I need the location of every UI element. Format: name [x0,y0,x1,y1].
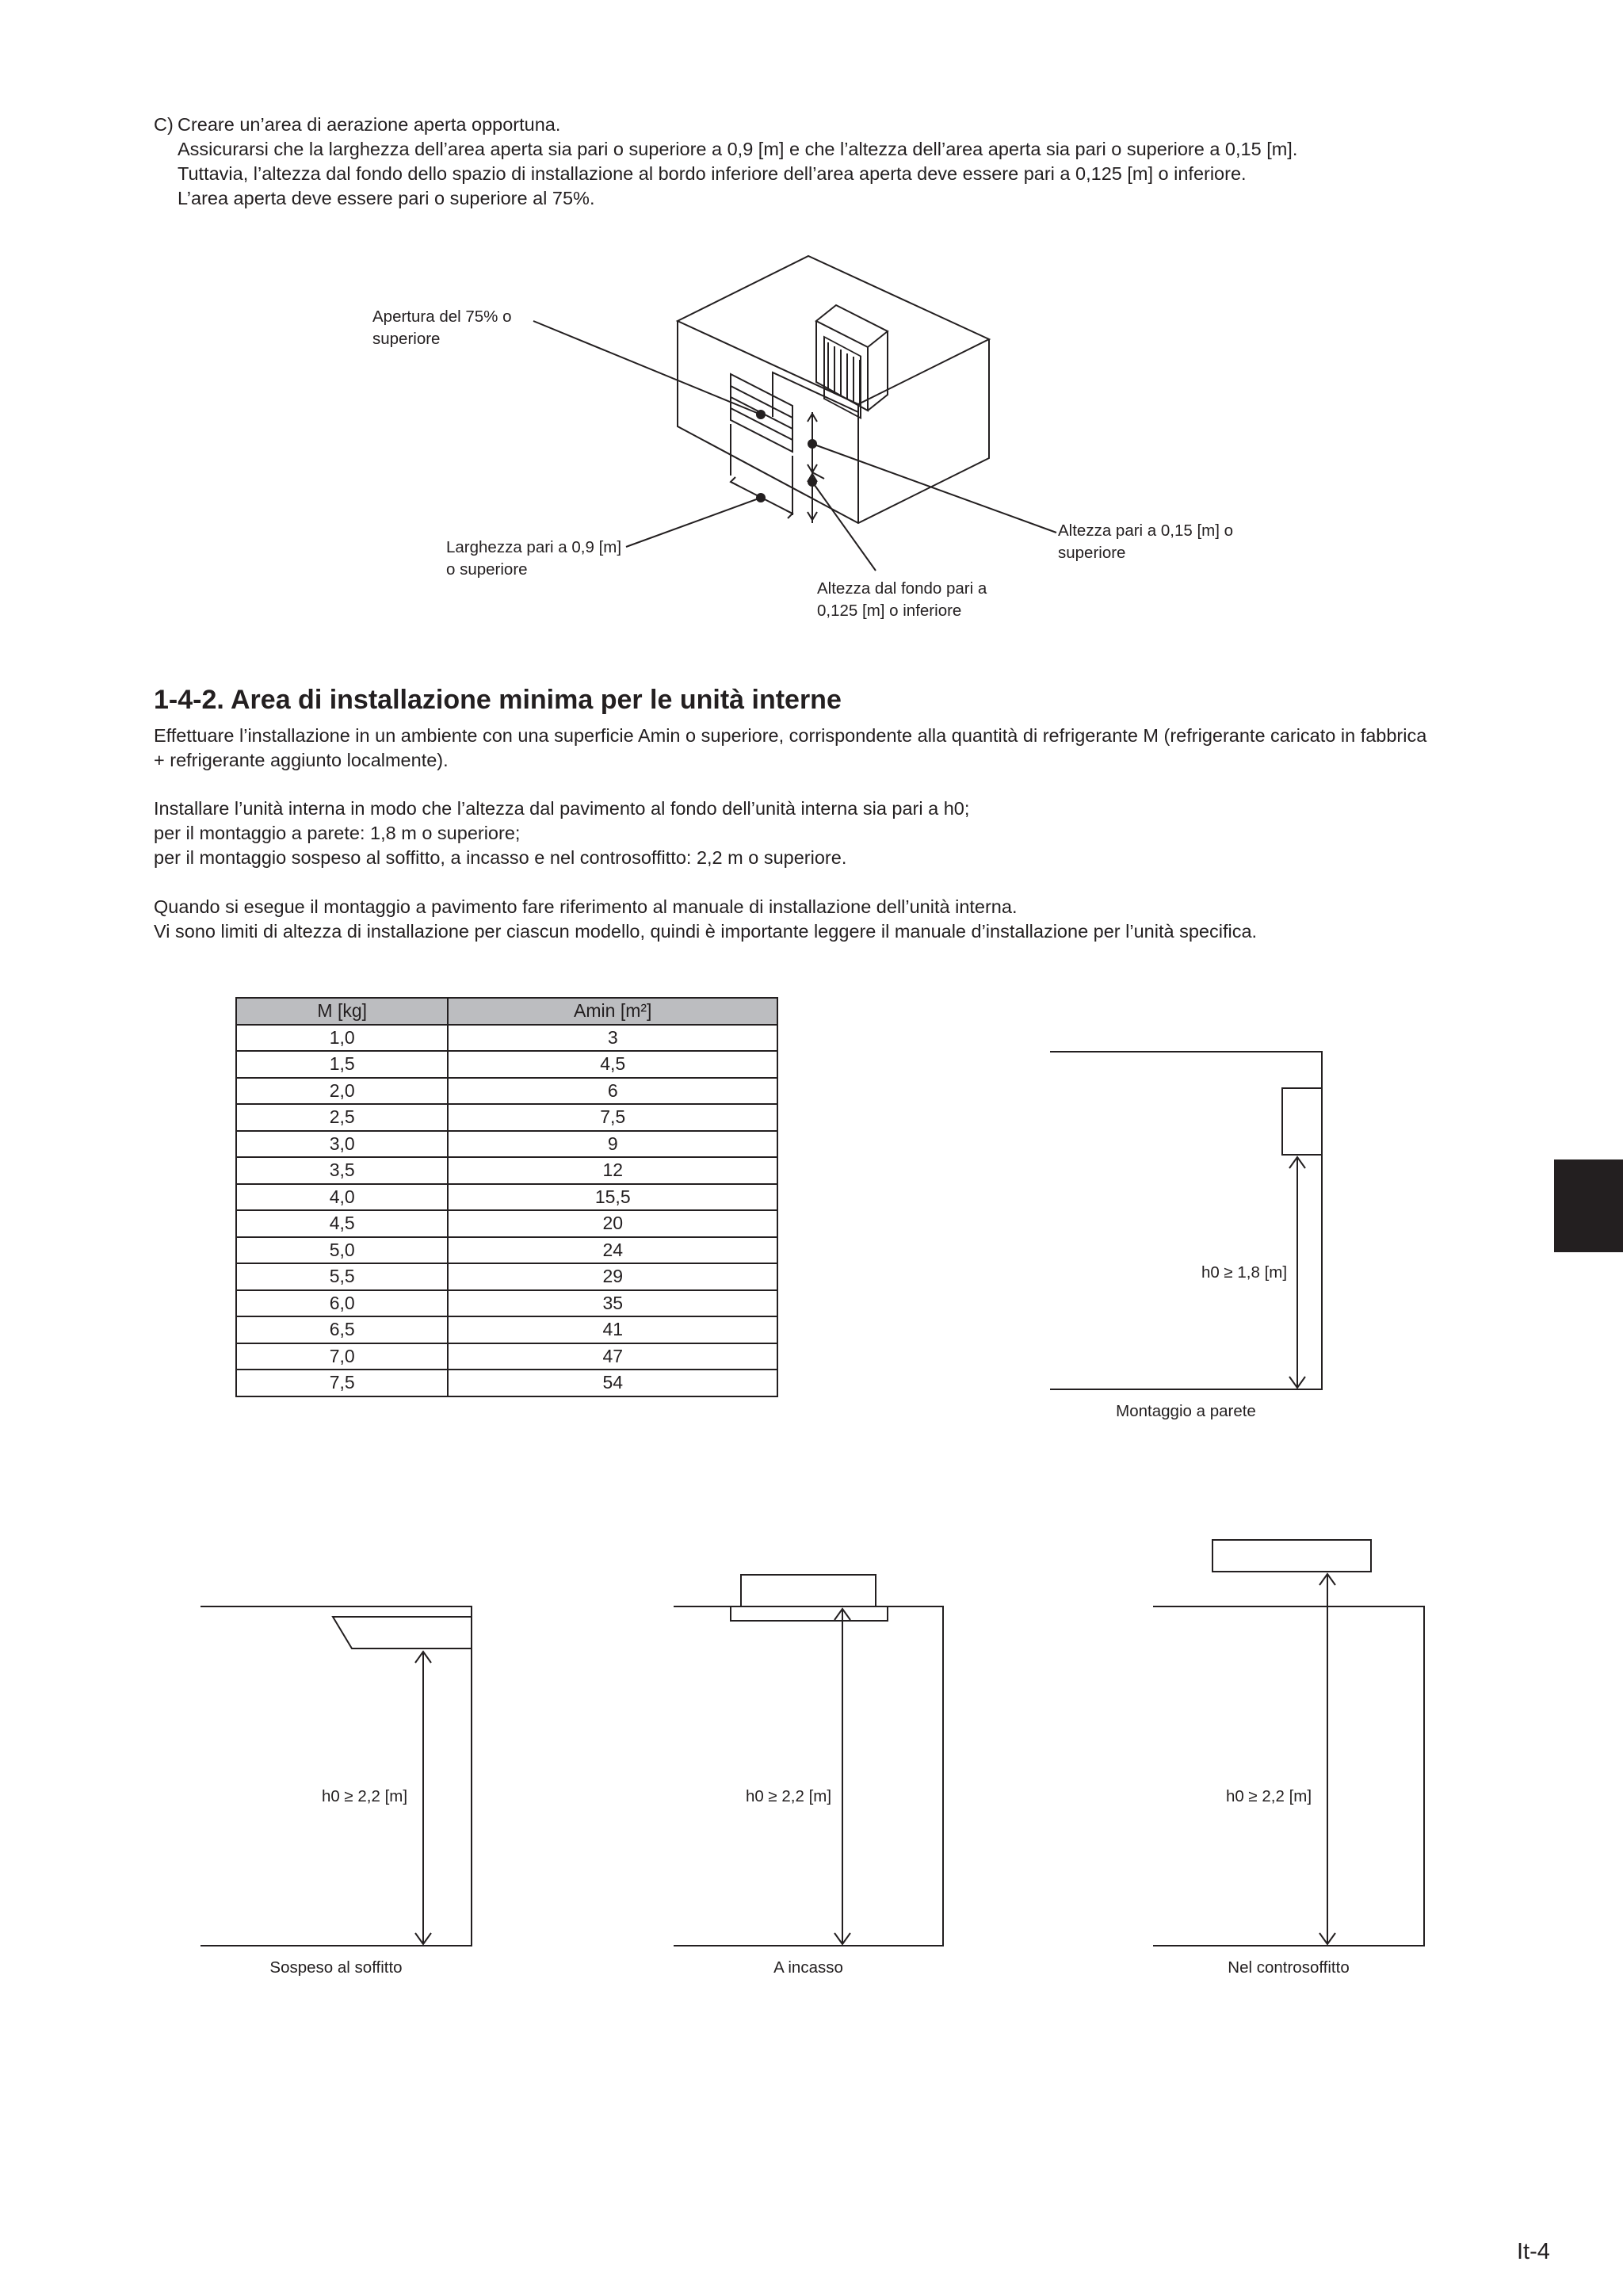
table-row [236,1184,777,1211]
cell-amin: 24 [448,1237,777,1264]
amin-table [235,997,778,1397]
ceiling-caption: Sospeso al soffitto [269,1958,403,1977]
cell-amin: 47 [448,1343,777,1370]
cell-amin: 4,5 [448,1051,777,1078]
opening-label-line: Apertura del 75% o [372,308,512,326]
opening-label-line: superiore [372,330,441,348]
bottom-height-label-line: 0,125 [m] o inferiore [817,602,962,620]
cell-m: 4,5 [236,1210,448,1237]
wall-caption: Montaggio a parete [1116,1402,1256,1420]
wall-h0-label: h0 ≥ 1,8 [m] [1201,1263,1288,1282]
cell-m: 3,5 [236,1157,448,1184]
paragraph-line: per il montaggio sospeso al soffitto, a incasso e nel controsoffitto: 2,2 m o superiore. [154,847,847,868]
cell-amin: 12 [448,1157,777,1184]
cassette-caption: A incasso [773,1958,843,1977]
width-label [446,537,621,581]
concealed-h0-label: h0 ≥ 2,2 [m] [1225,1787,1312,1805]
cell-m: 1,5 [236,1051,448,1078]
section-title: 1-4-2. Area di installazione minima per le unità interne [154,685,842,715]
cell-m: 6,0 [236,1290,448,1317]
table-row [236,1051,777,1078]
paragraph-line: Effettuare l’installazione in un ambiente con una superficie Amin o superiore, corrispondente alla quantità di refrigerante M (refrigerante caricato in fabbrica [154,725,1427,746]
cell-amin: 7,5 [448,1104,777,1131]
wall-mount-diagram [1050,1052,1322,1389]
concealed-caption: Nel controsoffitto [1228,1958,1350,1977]
bottom-height-label-line: Altezza dal fondo pari a [817,579,987,598]
paragraph-line: Vi sono limiti di altezza di installazione per ciascun modello, quindi è importante leggere il manuale d’installazione per l’unità specifica. [154,921,1258,942]
table-row [236,1343,777,1370]
table-row [236,1316,777,1343]
intro-heading: Creare un’area di aerazione aperta opportuna. [178,114,561,135]
cell-m: 4,0 [236,1184,448,1211]
column-header-amin: Amin [m²] [448,998,777,1025]
intro-line: Assicurarsi che la larghezza dell’area aperta sia pari o superiore a 0,9 [m] e che l’altezza dell’area aperta sia pari o superiore a 0,15 [m]. [178,139,1298,159]
table-header-row [236,998,777,1025]
cell-m: 3,0 [236,1131,448,1158]
table-row [236,1263,777,1290]
table-row [236,1157,777,1184]
cell-amin: 41 [448,1316,777,1343]
cell-amin: 29 [448,1263,777,1290]
cell-m: 7,5 [236,1370,448,1396]
width-label-line: Larghezza pari a 0,9 [m] [446,538,622,556]
page-number: It-4 [1517,2239,1550,2264]
table-row [236,1104,777,1131]
table-row [236,1078,777,1105]
cell-amin: 15,5 [448,1184,777,1211]
cell-amin: 3 [448,1025,777,1052]
paragraph-height [154,797,1485,870]
column-header-m: M [kg] [236,998,448,1025]
cell-m: 5,5 [236,1263,448,1290]
cell-m: 2,0 [236,1078,448,1105]
table-row [236,1025,777,1052]
table-row [236,1370,777,1396]
leader-dots [756,410,817,502]
height-label-line: Altezza pari a 0,15 [m] o [1058,521,1234,540]
table-row [236,1290,777,1317]
paragraph-line: Quando si esegue il montaggio a pavimento fare riferimento al manuale di installazione dell’unità interna. [154,896,1018,917]
cell-amin: 6 [448,1078,777,1105]
paragraph-floor [154,895,1485,944]
cell-amin: 20 [448,1210,777,1237]
opening-label [372,306,512,350]
bottom-height-label [817,578,987,622]
cassette-mount-diagram [674,1575,943,1946]
height-label [1058,520,1233,564]
concealed-mount-diagram [1153,1540,1424,1946]
table-row [236,1210,777,1237]
cassette-h0-label: h0 ≥ 2,2 [m] [745,1787,832,1805]
paragraph-amin [154,724,1485,773]
paragraph-line: + refrigerante aggiunto localmente). [154,750,449,770]
cell-amin: 35 [448,1290,777,1317]
cell-amin: 9 [448,1131,777,1158]
table-row [236,1237,777,1264]
cell-amin: 54 [448,1370,777,1396]
cell-m: 6,5 [236,1316,448,1343]
paragraph-line: Installare l’unità interna in modo che l’altezza dal pavimento al fondo dell’unità interna sia pari a h0; [154,798,970,819]
intro-line: L’area aperta deve essere pari o superiore al 75%. [178,188,595,208]
cell-m: 1,0 [236,1025,448,1052]
height-label-line: superiore [1058,544,1126,562]
paragraph-line: per il montaggio a parete: 1,8 m o superiore; [154,823,521,843]
ceiling-mount-diagram [200,1606,472,1946]
intro-line: Tuttavia, l’altezza dal fondo dello spazio di installazione al bordo inferiore dell’area aperta deve essere pari a 0,125 [m] o inferiore. [178,163,1247,184]
table-row [236,1131,777,1158]
width-label-line: o superiore [446,560,528,579]
cell-m: 7,0 [236,1343,448,1370]
cell-m: 2,5 [236,1104,448,1131]
enclosure-diagram [533,256,1056,571]
ceiling-h0-label: h0 ≥ 2,2 [m] [321,1787,408,1805]
intro-letter: C) [154,114,174,135]
cell-m: 5,0 [236,1237,448,1264]
chapter-tab [1554,1159,1623,1252]
